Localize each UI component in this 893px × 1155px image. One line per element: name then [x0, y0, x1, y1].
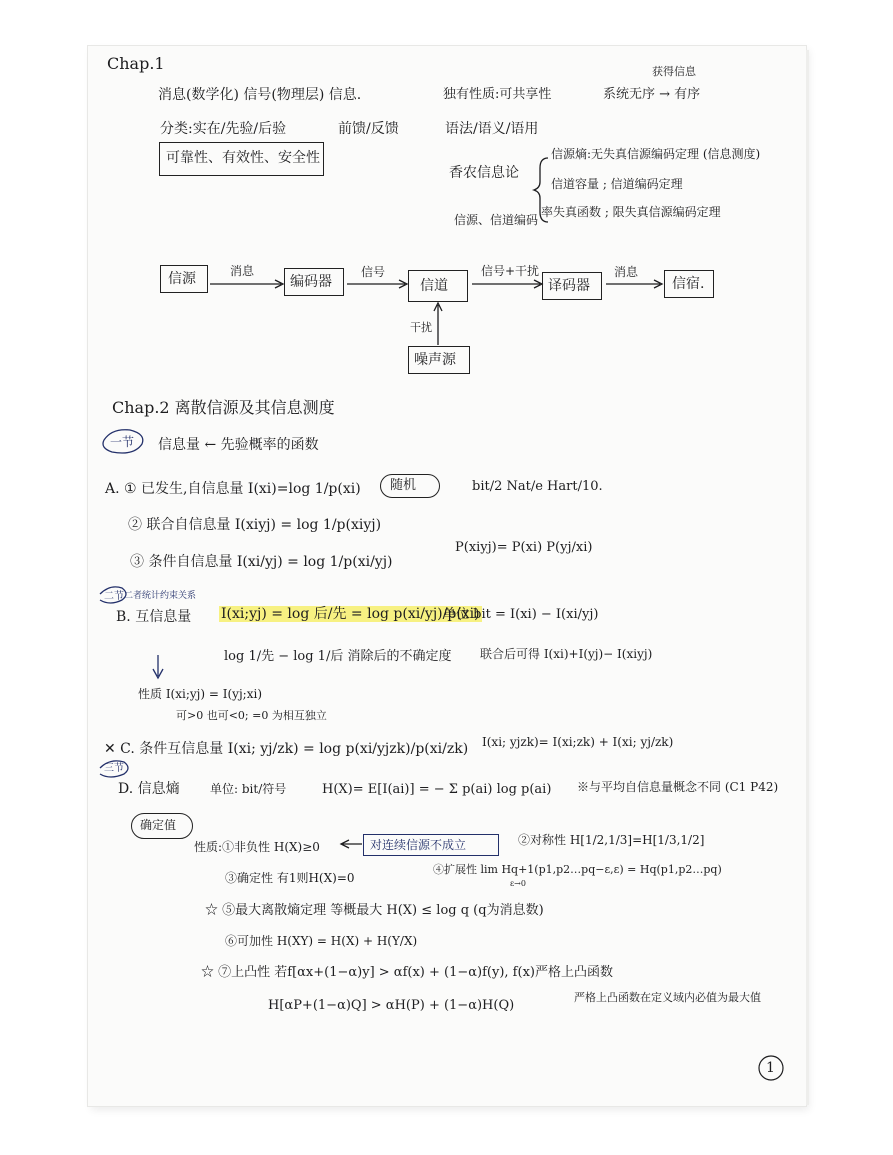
shannon-label: 香农信息论: [449, 165, 519, 181]
d-unit: 单位: bit/符号: [210, 782, 287, 796]
chap1-line1-far: 系统无序 → 有序: [603, 87, 701, 102]
sec3-tag: 三节: [104, 763, 124, 774]
diagram-channel: 信道: [420, 278, 448, 294]
d-formula: H(X)= E[I(ai)] = − Σ p(ai) log p(ai): [322, 782, 552, 797]
property-1: 性质:①非负性 H(X)≥0: [194, 840, 320, 854]
diagram-arrow3-label: 信号+干扰: [481, 264, 540, 278]
diagram-sink: 信宿.: [672, 276, 705, 292]
b-sub: log 1/先 − log 1/后 消除后的不确定度: [224, 649, 452, 664]
b-unit: 单位 bit = I(xi) − I(xi/yj): [443, 607, 599, 622]
shannon-item-2: 信道容量 ; 信道编码定理: [551, 177, 683, 191]
property-7-note: 严格上凸函数在定义域内必值为最大值: [574, 991, 761, 1004]
d-circle: 确定值: [140, 818, 177, 832]
diagram-decoder: 译码器: [548, 278, 590, 294]
property-5: ☆ ⑤最大离散熵定理 等概最大 H(X) ≤ log q (q为消息数): [205, 903, 544, 918]
a-tag: 随机: [390, 478, 417, 493]
d-label: D. 信息熵: [118, 781, 180, 797]
property-3: ③确定性 有1则H(X)=0: [225, 871, 355, 885]
chap1-line1: 消息(数学化) 信号(物理层) 信息.: [158, 87, 362, 103]
chap1-line1-note: 获得信息: [652, 65, 696, 78]
chap1-line1-right: 独有性质:可共享性: [443, 87, 552, 102]
sec2-tag: 二节: [104, 591, 124, 602]
b-property: 性质 I(xi;yj) = I(yj;xi): [138, 687, 263, 701]
coding-label: 信源、信道编码: [454, 213, 539, 227]
sec1-title: 信息量 ← 先验概率的函数: [158, 437, 319, 453]
c-line: ✕ C. 条件互信息量 I(xi; yj/zk) = log p(xi/yjzk)/p(xi/zk): [104, 741, 469, 757]
shannon-item-3: 率失真函数 ; 限失真信源编码定理: [541, 205, 721, 219]
chap1-title: Chap.1: [107, 54, 165, 73]
property-7b: H[αP+(1−α)Q] > αH(P) + (1−α)H(Q): [268, 998, 515, 1013]
property-4: ④扩展性 lim Hq+1(p1,p2…pq−ε,ε) = Hq(p1,p2…pq): [433, 863, 722, 876]
b-label: B. 互信息量: [116, 609, 192, 625]
a-units: bit/2 Nat/e Hart/10.: [472, 479, 603, 494]
diagram-arrow4-label: 消息: [614, 265, 639, 279]
paper-edge: [806, 50, 809, 1105]
a3-line: ③ 条件自信息量 I(xi/yj) = log 1/p(xi/yj): [130, 554, 393, 570]
diagram-encoder: 编码器: [290, 274, 332, 290]
shannon-item-1: 信源熵:无失真信源编码定理 (信息测度): [551, 147, 761, 161]
chap1-line2: 分类:实在/先验/后验: [160, 121, 287, 137]
property-4-sub: ε→0: [510, 879, 526, 888]
diagram-interference: 干扰: [410, 321, 432, 334]
d-note: ※与平均自信息量概念不同 (C1 P42): [577, 780, 779, 794]
page-number: 1: [766, 1060, 775, 1076]
c-expand: I(xi; yjzk)= I(xi;zk) + I(xi; yj/zk): [482, 735, 674, 749]
properties-box-text: 可靠性、有效性、安全性: [166, 150, 320, 166]
diagram-noise: 噪声源: [414, 352, 456, 368]
chap1-line2b: 前馈/反馈: [338, 121, 399, 137]
b-expand: 联合后可得 I(xi)+I(yj)− I(xiyj): [480, 647, 653, 661]
a-line: A. ① 已发生,自信息量 I(xi)=log 1/p(xi): [105, 481, 361, 497]
property-2: ②对称性 H[1/2,1/3]=H[1/3,1/2]: [518, 833, 705, 847]
a-relation: P(xiyj)= P(xi) P(yj/xi): [455, 540, 593, 555]
property-6: ⑥可加性 H(XY) = H(X) + H(Y/X): [225, 934, 418, 948]
property-7: ☆ ⑦上凸性 若f[αx+(1−α)y] > αf(x) + (1−α)f(y), f(x)严格上凸函数: [201, 965, 613, 980]
sec1-tag: 一节: [110, 435, 135, 449]
chap2-title: Chap.2 离散信源及其信息测度: [112, 398, 335, 417]
b-formula: I(xi;yj) = log 后/先 = log p(xi/yj)/p(xi): [221, 606, 480, 622]
property-1-box-text: 对连续信源不成立: [370, 838, 467, 852]
b-property-2: 可>0 也可<0; =0 为相互独立: [176, 709, 327, 722]
sec2-note: 二者统计约束关系: [124, 591, 197, 601]
diagram-arrow2-label: 信号: [361, 265, 386, 279]
diagram-source: 信源: [168, 271, 196, 287]
chap1-line2-right: 语法/语义/语用: [445, 121, 539, 137]
a2-line: ② 联合自信息量 I(xiyj) = log 1/p(xiyj): [128, 517, 382, 533]
diagram-arrow1-label: 消息: [230, 264, 255, 278]
